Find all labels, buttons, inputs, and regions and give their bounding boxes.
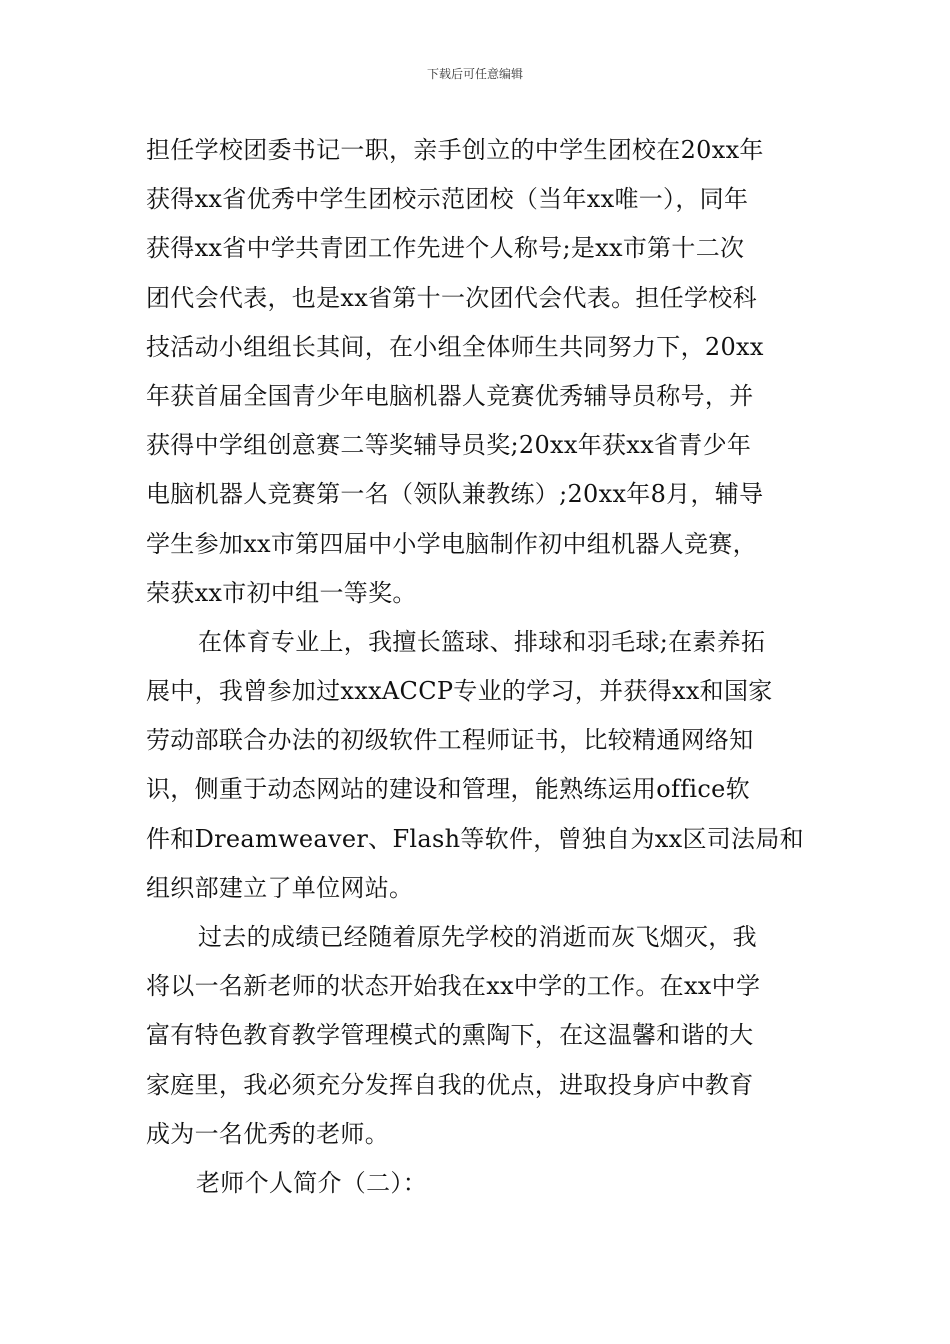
text-line: 获得xx省优秀中学生团校示范团校（当年xx唯一），同年 xyxy=(146,185,749,214)
text-line: 在体育专业上，我擅长篮球、排球和羽毛球;在素养拓 xyxy=(198,627,766,656)
paragraph-skills xyxy=(146,618,814,913)
text-line: 家庭里，我必须充分发挥自我的优点，进取投身庐中教育 xyxy=(146,1070,754,1099)
paragraph-outlook xyxy=(146,913,814,1159)
text-line: 担任学校团委书记一职，亲手创立的中学生团校在20xx年 xyxy=(146,136,764,164)
text-line: 荣获xx市初中组一等奖。 xyxy=(146,578,417,607)
text-line: 识，侧重于动态网站的建设和管理，能熟练运用office软 xyxy=(146,775,750,804)
text-line: 获得xx省中学共青团工作先进个人称号;是xx市第十二次 xyxy=(146,234,745,263)
paragraph-achievements xyxy=(146,126,814,618)
page-header: 下载后可任意编辑 xyxy=(426,67,523,81)
text-line: 获得中学组创意赛二等奖辅导员奖;20xx年获xx省青少年 xyxy=(146,431,752,460)
document-body xyxy=(146,126,814,1208)
section-heading-text: 老师个人简介（二）： xyxy=(196,1168,427,1197)
text-line: 富有特色教育教学管理模式的熏陶下，在这温馨和谐的大 xyxy=(146,1021,754,1050)
text-line: 团代会代表，也是xx省第十一次团代会代表。担任学校科 xyxy=(146,283,757,312)
text-line: 过去的成绩已经随着原先学校的消逝而灰飞烟灭，我 xyxy=(198,923,757,951)
text-line: 组织部建立了单位网站。 xyxy=(146,873,414,902)
section-heading xyxy=(146,1159,814,1208)
text-line: 成为一名优秀的老师。 xyxy=(146,1119,389,1148)
text-line: 件和Dreamweaver、Flash等软件，曾独自为xx区司法局和 xyxy=(146,824,804,853)
text-line: 电脑机器人竞赛第一名（领队兼教练）;20xx年8月，辅导 xyxy=(146,480,764,509)
text-line: 将以一名新老师的状态开始我在xx中学的工作。在xx中学 xyxy=(146,972,761,1001)
text-line: 年获首届全国青少年电脑机器人竞赛优秀辅导员称号，并 xyxy=(146,381,754,410)
text-line: 展中，我曾参加过xxxACCP专业的学习，并获得xx和国家 xyxy=(146,677,773,706)
text-line: 劳动部联合办法的初级软件工程师证书，比较精通网络知 xyxy=(146,726,754,755)
text-line: 技活动小组组长其间，在小组全体师生共同努力下，20xx xyxy=(146,332,764,361)
text-line: 学生参加xx市第四届中小学电脑制作初中组机器人竞赛， xyxy=(146,529,757,558)
